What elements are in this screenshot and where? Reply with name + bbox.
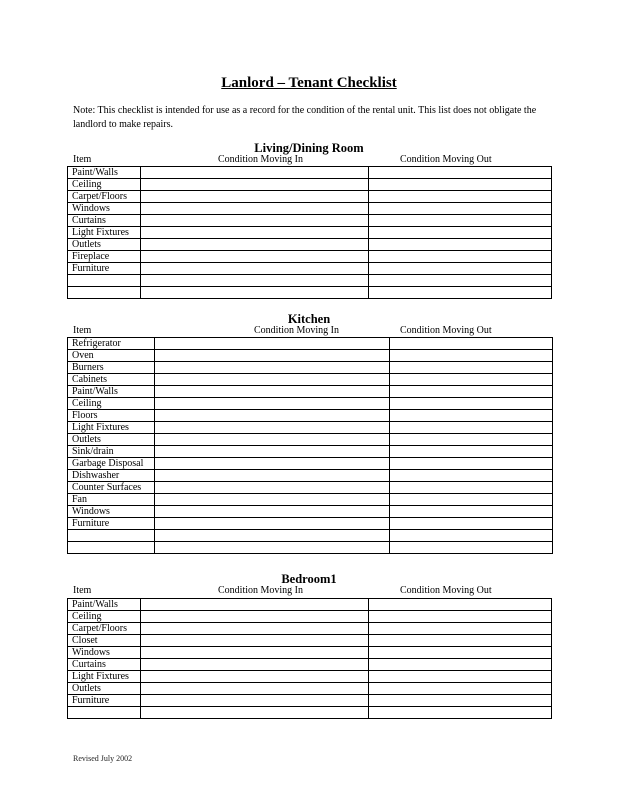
condition-moving-out-cell[interactable] — [390, 458, 553, 470]
item-column-header: Item — [73, 325, 92, 336]
table-row — [68, 263, 552, 275]
condition-moving-out-cell[interactable] — [369, 167, 552, 179]
item-cell: Refrigerator — [68, 338, 155, 350]
moving-in-column-header: Condition Moving In — [218, 585, 304, 596]
table-row — [68, 434, 553, 446]
table-row — [68, 623, 552, 635]
item-cell: Ceiling — [68, 179, 141, 191]
disclaimer-note: Note: This checklist is intended for use as a record for the condition of the rental unit. This list does not obligate the landlord to make repairs. — [73, 105, 537, 130]
condition-moving-out-cell[interactable] — [369, 695, 552, 707]
table-row — [68, 635, 552, 647]
section-title-living-dining-room: Living/Dining Room — [254, 141, 364, 155]
item-cell: Dishwasher — [68, 470, 155, 482]
condition-moving-out-cell[interactable] — [369, 251, 552, 263]
condition-moving-out-cell[interactable] — [390, 362, 553, 374]
condition-moving-out-cell[interactable] — [390, 410, 553, 422]
item-cell: Furniture — [68, 518, 155, 530]
condition-moving-in-cell[interactable] — [155, 398, 390, 410]
item-cell: Windows — [68, 647, 141, 659]
moving-out-column-header: Condition Moving Out — [400, 325, 492, 336]
item-cell: Sink/drain — [68, 446, 155, 458]
table-row — [68, 671, 552, 683]
table-row — [68, 611, 552, 623]
table-row — [68, 659, 552, 671]
table-row — [68, 275, 552, 287]
item-cell: Outlets — [68, 434, 155, 446]
condition-moving-out-cell[interactable] — [390, 494, 553, 506]
table-row — [68, 362, 553, 374]
item-cell: Oven — [68, 350, 155, 362]
table-row — [68, 494, 553, 506]
item-cell: Carpet/Floors — [68, 191, 141, 203]
table-row — [68, 446, 553, 458]
table-row — [68, 542, 553, 554]
table-row — [68, 599, 552, 611]
condition-moving-in-cell[interactable] — [155, 542, 390, 554]
item-cell: Furniture — [68, 695, 141, 707]
condition-moving-out-cell[interactable] — [369, 239, 552, 251]
moving-in-column-header: Condition Moving In — [254, 325, 340, 336]
condition-moving-out-cell[interactable] — [369, 635, 552, 647]
item-cell: Counter Surfaces — [68, 482, 155, 494]
item-cell: Curtains — [68, 659, 141, 671]
condition-moving-in-cell[interactable] — [141, 647, 369, 659]
condition-moving-out-cell[interactable] — [369, 623, 552, 635]
condition-moving-out-cell[interactable] — [390, 338, 553, 350]
condition-moving-out-cell[interactable] — [390, 518, 553, 530]
revision-footer: Revised July 2002 — [73, 754, 133, 763]
condition-moving-out-cell[interactable] — [369, 659, 552, 671]
item-cell: Closet — [68, 635, 141, 647]
item-cell: Ceiling — [68, 611, 141, 623]
item-cell: Light Fixtures — [68, 227, 141, 239]
item-cell: Outlets — [68, 683, 141, 695]
table-row — [68, 167, 552, 179]
item-cell: Cabinets — [68, 374, 155, 386]
condition-moving-in-cell[interactable] — [155, 410, 390, 422]
condition-moving-in-cell[interactable] — [155, 446, 390, 458]
moving-in-column-header: Condition Moving In — [218, 154, 304, 165]
condition-moving-in-cell[interactable] — [141, 623, 369, 635]
item-cell: Light Fixtures — [68, 422, 155, 434]
item-column-header: Item — [73, 585, 92, 596]
item-cell — [68, 275, 141, 287]
condition-moving-out-cell[interactable] — [369, 203, 552, 215]
condition-moving-in-cell[interactable] — [141, 683, 369, 695]
condition-moving-out-cell[interactable] — [390, 434, 553, 446]
condition-moving-out-cell[interactable] — [390, 446, 553, 458]
item-cell: Windows — [68, 203, 141, 215]
table-row — [68, 518, 553, 530]
condition-moving-out-cell[interactable] — [369, 275, 552, 287]
condition-moving-in-cell[interactable] — [155, 434, 390, 446]
condition-moving-in-cell[interactable] — [141, 695, 369, 707]
condition-moving-out-cell[interactable] — [369, 227, 552, 239]
item-cell: Paint/Walls — [68, 167, 141, 179]
table-row — [68, 482, 553, 494]
condition-moving-in-cell[interactable] — [155, 374, 390, 386]
table-row — [68, 647, 552, 659]
condition-moving-in-cell[interactable] — [155, 386, 390, 398]
condition-moving-in-cell[interactable] — [141, 263, 369, 275]
condition-moving-out-cell[interactable] — [369, 191, 552, 203]
table-row — [68, 506, 553, 518]
condition-moving-in-cell[interactable] — [141, 599, 369, 611]
condition-moving-in-cell[interactable] — [141, 239, 369, 251]
condition-moving-in-cell[interactable] — [155, 518, 390, 530]
condition-moving-in-cell[interactable] — [155, 338, 390, 350]
table-row — [68, 374, 553, 386]
table-row — [68, 179, 552, 191]
item-cell: Fireplace — [68, 251, 141, 263]
table-row — [68, 410, 553, 422]
table-row — [68, 386, 553, 398]
table-row — [68, 203, 552, 215]
checklist-table-bedroom1 — [67, 598, 552, 719]
item-cell: Carpet/Floors — [68, 623, 141, 635]
table-row — [68, 338, 553, 350]
item-cell: Ceiling — [68, 398, 155, 410]
checklist-table-kitchen — [67, 337, 553, 554]
condition-moving-in-cell[interactable] — [141, 227, 369, 239]
page-title: Lanlord – Tenant Checklist — [221, 75, 397, 91]
condition-moving-in-cell[interactable] — [155, 362, 390, 374]
condition-moving-in-cell[interactable] — [155, 350, 390, 362]
condition-moving-in-cell[interactable] — [155, 494, 390, 506]
condition-moving-out-cell[interactable] — [390, 506, 553, 518]
condition-moving-in-cell[interactable] — [141, 251, 369, 263]
condition-moving-out-cell[interactable] — [390, 398, 553, 410]
condition-moving-out-cell[interactable] — [390, 482, 553, 494]
item-cell: Garbage Disposal — [68, 458, 155, 470]
condition-moving-out-cell[interactable] — [369, 287, 552, 299]
table-row — [68, 458, 553, 470]
item-cell — [68, 707, 141, 719]
item-cell: Windows — [68, 506, 155, 518]
item-cell: Fan — [68, 494, 155, 506]
table-row — [68, 470, 553, 482]
item-cell — [68, 542, 155, 554]
moving-out-column-header: Condition Moving Out — [400, 154, 492, 165]
section-title-bedroom1: Bedroom1 — [281, 572, 337, 586]
item-cell: Paint/Walls — [68, 599, 141, 611]
condition-moving-out-cell[interactable] — [369, 599, 552, 611]
condition-moving-out-cell[interactable] — [390, 386, 553, 398]
condition-moving-in-cell[interactable] — [141, 635, 369, 647]
table-row — [68, 422, 553, 434]
item-cell: Light Fixtures — [68, 671, 141, 683]
condition-moving-in-cell[interactable] — [141, 671, 369, 683]
condition-moving-in-cell[interactable] — [155, 470, 390, 482]
condition-moving-in-cell[interactable] — [141, 611, 369, 623]
condition-moving-out-cell[interactable] — [369, 179, 552, 191]
item-cell — [68, 287, 141, 299]
condition-moving-out-cell[interactable] — [390, 470, 553, 482]
condition-moving-out-cell[interactable] — [390, 350, 553, 362]
condition-moving-out-cell[interactable] — [390, 422, 553, 434]
item-cell: Curtains — [68, 215, 141, 227]
table-row — [68, 251, 552, 263]
condition-moving-out-cell[interactable] — [390, 530, 553, 542]
condition-moving-in-cell[interactable] — [141, 659, 369, 671]
table-row — [68, 239, 552, 251]
table-row — [68, 350, 553, 362]
table-row — [68, 215, 552, 227]
condition-moving-in-cell[interactable] — [141, 707, 369, 719]
item-cell: Burners — [68, 362, 155, 374]
condition-moving-out-cell[interactable] — [390, 374, 553, 386]
condition-moving-out-cell[interactable] — [369, 683, 552, 695]
condition-moving-in-cell[interactable] — [155, 506, 390, 518]
table-row — [68, 683, 552, 695]
condition-moving-in-cell[interactable] — [155, 458, 390, 470]
condition-moving-in-cell[interactable] — [141, 215, 369, 227]
section-title-kitchen: Kitchen — [287, 312, 331, 326]
checklist-table-living-dining-room — [67, 166, 552, 299]
condition-moving-in-cell[interactable] — [141, 275, 369, 287]
table-row — [68, 707, 552, 719]
moving-out-column-header: Condition Moving Out — [400, 585, 492, 596]
condition-moving-in-cell[interactable] — [141, 167, 369, 179]
condition-moving-in-cell[interactable] — [141, 203, 369, 215]
condition-moving-out-cell[interactable] — [369, 611, 552, 623]
condition-moving-in-cell[interactable] — [141, 287, 369, 299]
item-cell: Paint/Walls — [68, 386, 155, 398]
item-cell: Furniture — [68, 263, 141, 275]
table-row — [68, 398, 553, 410]
table-row — [68, 530, 553, 542]
condition-moving-in-cell[interactable] — [155, 482, 390, 494]
condition-moving-out-cell[interactable] — [369, 215, 552, 227]
condition-moving-out-cell[interactable] — [369, 647, 552, 659]
condition-moving-in-cell[interactable] — [141, 191, 369, 203]
item-cell: Floors — [68, 410, 155, 422]
table-row — [68, 287, 552, 299]
condition-moving-out-cell[interactable] — [369, 263, 552, 275]
table-row — [68, 695, 552, 707]
condition-moving-in-cell[interactable] — [155, 530, 390, 542]
condition-moving-in-cell[interactable] — [141, 179, 369, 191]
table-row — [68, 191, 552, 203]
table-row — [68, 227, 552, 239]
condition-moving-out-cell[interactable] — [369, 671, 552, 683]
item-cell — [68, 530, 155, 542]
condition-moving-in-cell[interactable] — [155, 422, 390, 434]
item-cell: Outlets — [68, 239, 141, 251]
condition-moving-out-cell[interactable] — [390, 542, 553, 554]
item-column-header: Item — [73, 154, 92, 165]
condition-moving-out-cell[interactable] — [369, 707, 552, 719]
